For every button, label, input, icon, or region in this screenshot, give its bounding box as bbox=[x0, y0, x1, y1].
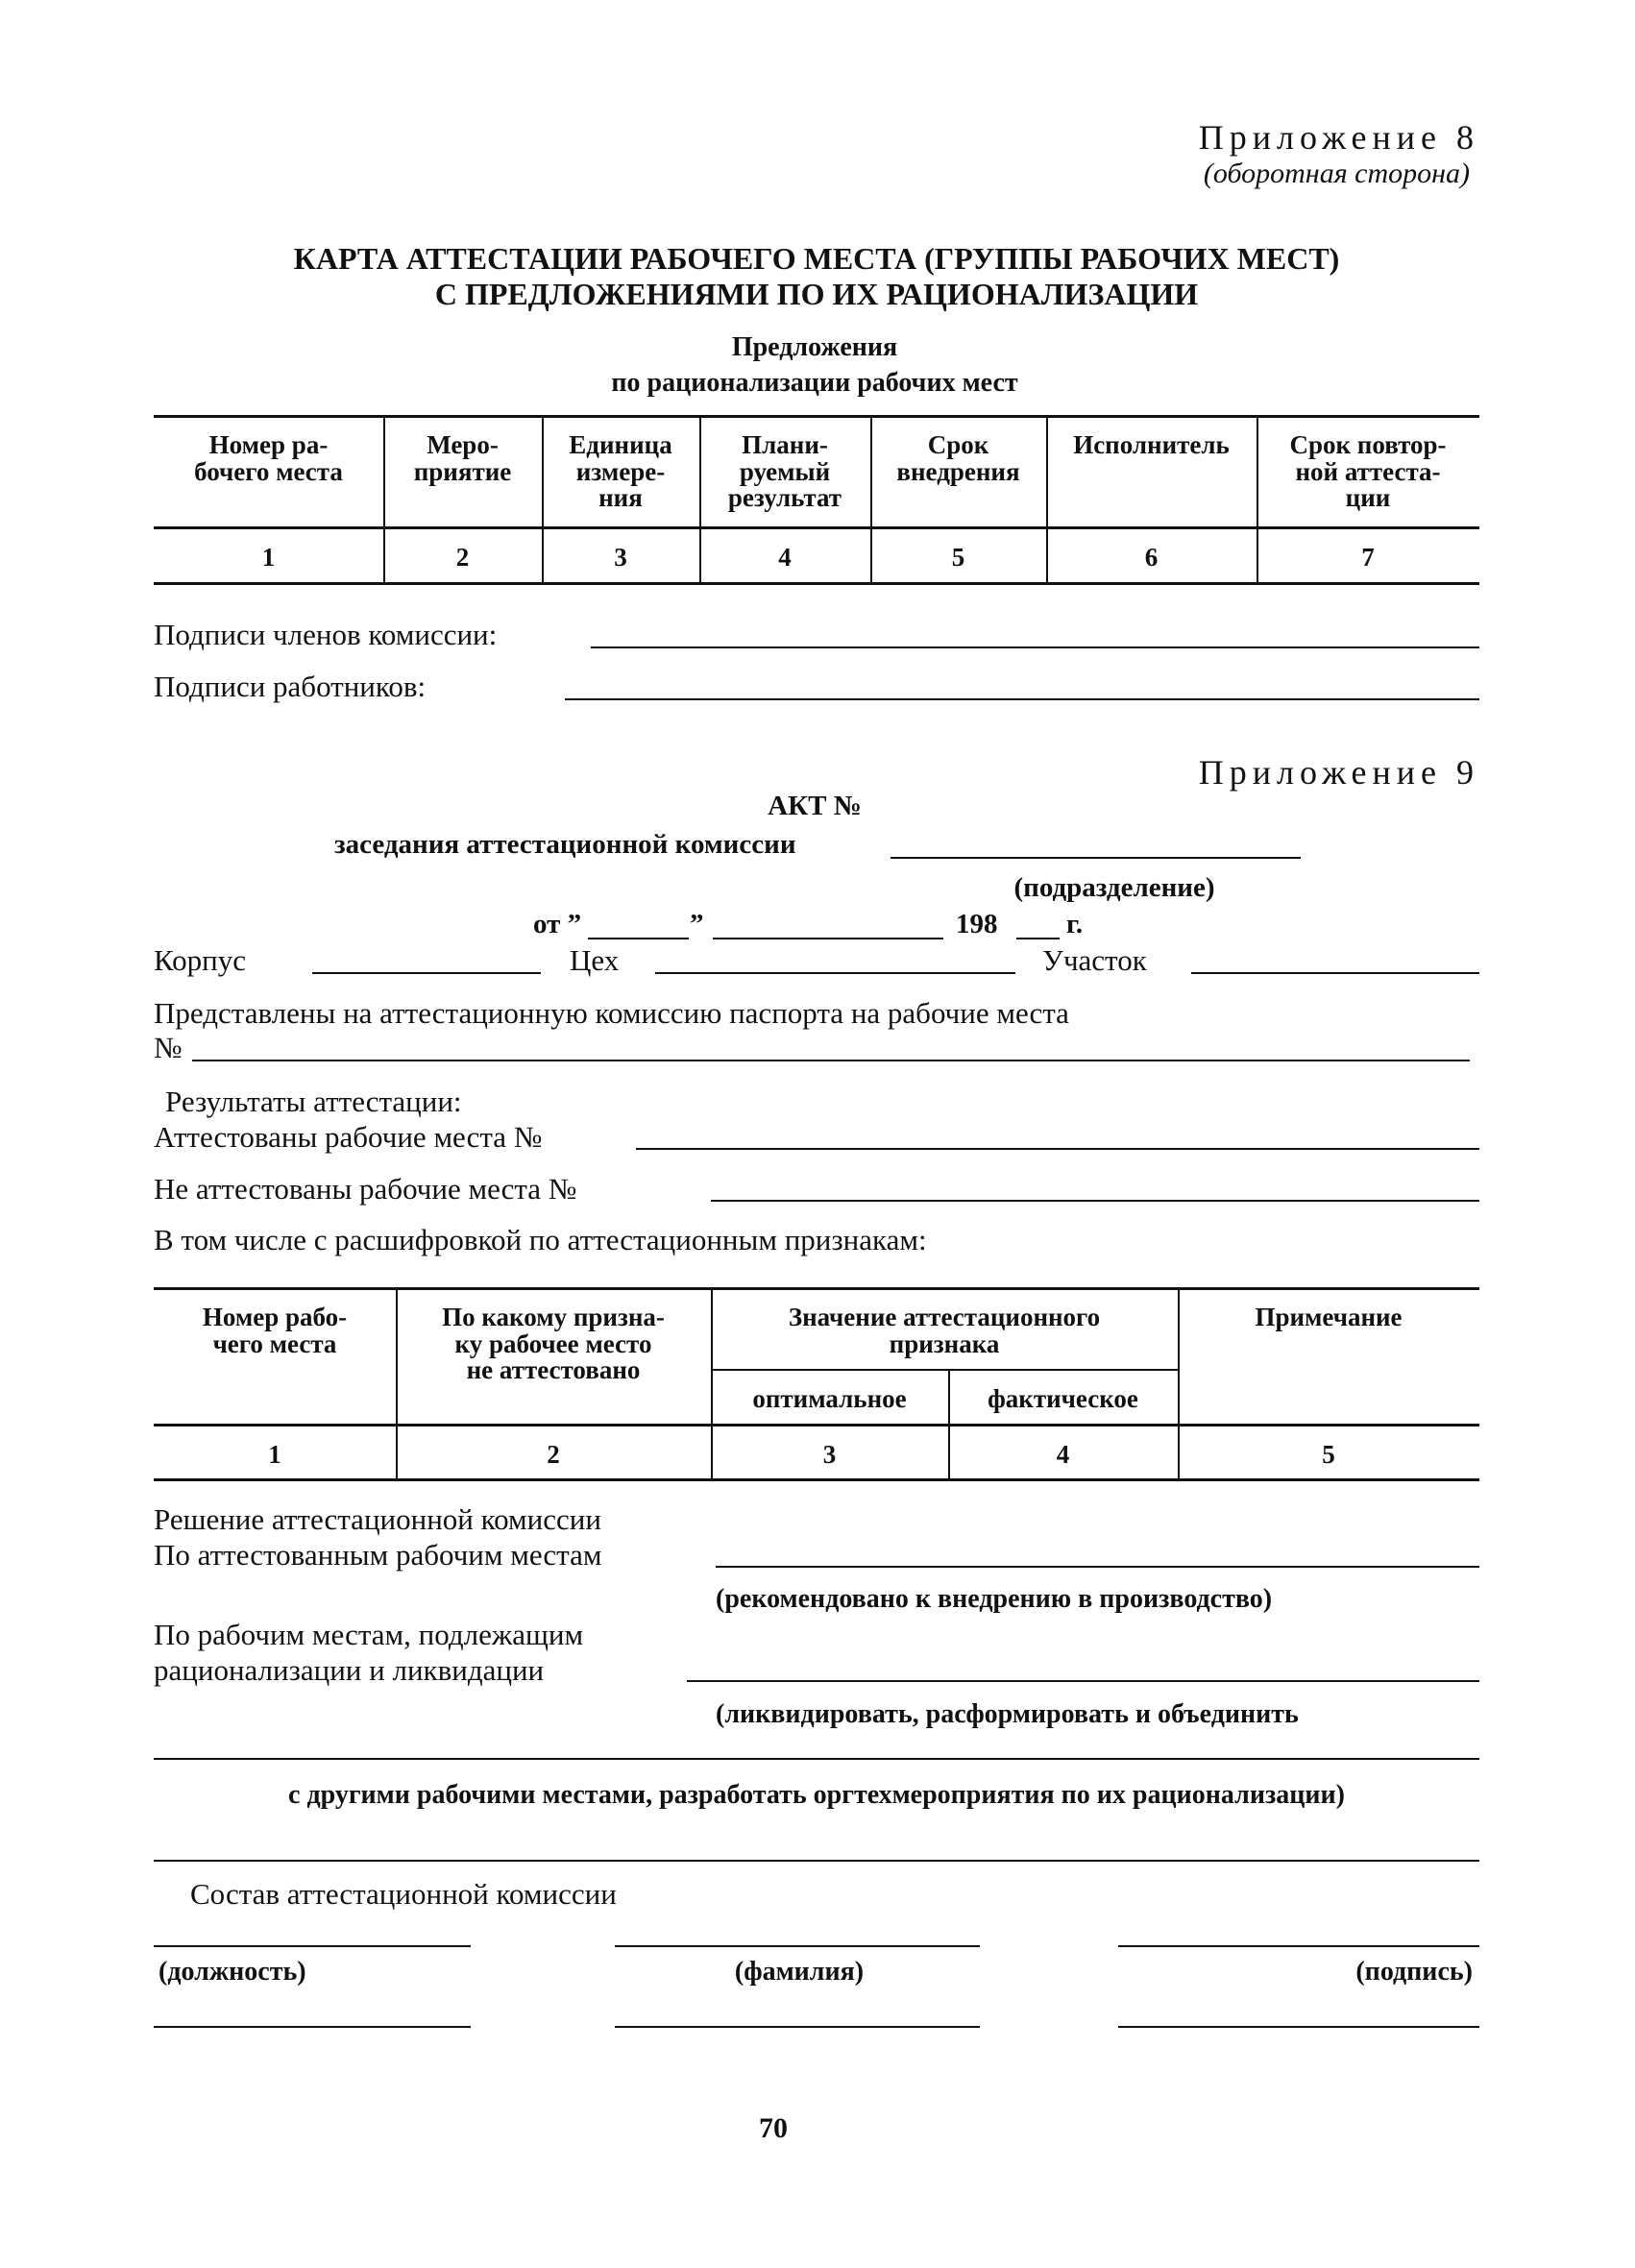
column-number: 6 bbox=[1144, 543, 1159, 572]
header-deadline: Срок внедрения bbox=[896, 430, 1020, 486]
appendix-8-subheading: (оборотная сторона) bbox=[1203, 158, 1470, 189]
by-certified-field[interactable] bbox=[716, 1566, 1479, 1568]
header-optimal: оптимальное bbox=[752, 1384, 907, 1413]
title-line-1: КАРТА АТТЕСТАЦИИ РАБОЧЕГО МЕСТА (ГРУППЫ РАБОЧИХ МЕСТ) bbox=[293, 241, 1340, 276]
signature-hint: (подпись) bbox=[1355, 1957, 1473, 1987]
rational-field-3[interactable] bbox=[154, 1860, 1479, 1862]
tsekh-label: Цех bbox=[570, 943, 620, 977]
position-field-2[interactable] bbox=[154, 2026, 471, 2028]
certified-field[interactable] bbox=[636, 1148, 1479, 1150]
rational-field-2[interactable] bbox=[154, 1758, 1479, 1760]
title-line-2: С ПРЕДЛОЖЕНИЯМИ ПО ИХ РАЦИОНАЛИЗАЦИИ bbox=[434, 277, 1199, 311]
column-number: 7 bbox=[1361, 543, 1375, 572]
by-certified-label: По аттестованным рабочим местам bbox=[154, 1538, 602, 1572]
commission-label: Состав аттестационной комиссии bbox=[190, 1877, 617, 1911]
uchastok-field[interactable] bbox=[1191, 972, 1479, 974]
header-note: Примечание bbox=[1255, 1303, 1403, 1331]
position-field[interactable] bbox=[154, 1945, 471, 1947]
column-number: 5 bbox=[951, 543, 965, 572]
certified-label: Аттестованы рабочие места № bbox=[154, 1120, 543, 1154]
by-rational-label-2: рационализации и ликвидации bbox=[154, 1653, 545, 1687]
signature-field[interactable] bbox=[1118, 1945, 1479, 1947]
surname-field-2[interactable] bbox=[615, 2026, 980, 2028]
surname-hint: (фамилия) bbox=[734, 1957, 865, 1987]
date-day-field[interactable] bbox=[588, 938, 689, 939]
act-title: АКТ № bbox=[768, 791, 862, 821]
header-unit: Единица измере- ния bbox=[569, 430, 672, 513]
column-number: 1 bbox=[261, 543, 276, 572]
subdivision-field[interactable] bbox=[891, 857, 1301, 859]
by-rational-label-1: По рабочим местам, подлежащим bbox=[154, 1618, 584, 1651]
date-year: 198 bbox=[956, 909, 998, 939]
header-workplace-number: Номер ра- бочего места bbox=[194, 430, 343, 486]
header-actual: фактическое bbox=[988, 1384, 1138, 1413]
presented-label: Представлены на аттестационную комиссию паспорта на рабочие места bbox=[154, 996, 1069, 1030]
header-workplace-number: Номер рабо- чего места bbox=[202, 1303, 348, 1358]
column-number: 3 bbox=[822, 1440, 837, 1469]
appendix-9-heading: Приложение 9 bbox=[1198, 753, 1479, 792]
not-certified-label: Не аттестованы рабочие места № bbox=[154, 1172, 577, 1206]
sign-workers-line[interactable] bbox=[565, 698, 1479, 700]
header-planned-result: Плани- руемый результат bbox=[727, 430, 842, 513]
column-number: 5 bbox=[1322, 1440, 1335, 1469]
sign-workers-label: Подписи работников: bbox=[154, 670, 427, 703]
column-number: 3 bbox=[614, 543, 627, 572]
breakdown-label: В том числе с расшифровкой по аттестационным признакам: bbox=[154, 1223, 927, 1256]
results-label: Результаты аттестации: bbox=[165, 1085, 462, 1118]
column-number: 1 bbox=[268, 1440, 281, 1469]
tsekh-field[interactable] bbox=[655, 972, 1015, 974]
header-recertification: Срок повтор- ной аттеста- ции bbox=[1289, 430, 1447, 513]
liquidate-hint: (ликвидировать, расформировать и объединить bbox=[716, 1699, 1299, 1729]
sign-members-line[interactable] bbox=[591, 646, 1479, 648]
date-from: от ” bbox=[533, 909, 582, 939]
recommended-hint: (рекомендовано к внедрению в производство) bbox=[716, 1584, 1273, 1614]
header-measure: Меро- приятие bbox=[413, 430, 512, 486]
header-failed-criterion: По какому призна- ку рабочее место не аттестовано bbox=[442, 1303, 665, 1385]
column-number: 4 bbox=[778, 543, 792, 572]
sign-members-label: Подписи членов комиссии: bbox=[154, 618, 498, 651]
presented-field[interactable] bbox=[192, 1060, 1470, 1061]
liquidate-hint-2: с другими рабочими местами, разработать оргтехмероприятия по их рационализации) bbox=[288, 1780, 1345, 1810]
uchastok-label: Участок bbox=[1042, 943, 1147, 977]
date-year-field[interactable] bbox=[1016, 938, 1060, 939]
position-hint: (должность) bbox=[159, 1957, 306, 1987]
decision-label: Решение аттестационной комиссии bbox=[154, 1502, 601, 1536]
appendix-8-heading: Приложение 8 bbox=[1198, 118, 1479, 157]
presented-number-sign: № bbox=[154, 1031, 183, 1064]
meeting-label: заседания аттестационной комиссии bbox=[334, 829, 796, 860]
column-number: 4 bbox=[1056, 1440, 1070, 1469]
korpus-field[interactable] bbox=[312, 972, 541, 974]
section-title-1: Предложения bbox=[731, 332, 898, 362]
subdivision-hint: (подразделение) bbox=[1013, 872, 1215, 903]
section-title-2: по рационализации рабочих мест bbox=[611, 368, 1018, 398]
column-number: 2 bbox=[455, 543, 470, 572]
not-certified-field[interactable] bbox=[711, 1200, 1479, 1202]
by-rational-field[interactable] bbox=[687, 1680, 1479, 1682]
signature-field-2[interactable] bbox=[1118, 2026, 1479, 2028]
date-quote: ” bbox=[690, 909, 704, 939]
page-number: 70 bbox=[759, 2112, 788, 2144]
header-executor: Исполнитель bbox=[1073, 430, 1230, 459]
column-number: 2 bbox=[547, 1440, 560, 1469]
date-suffix: г. bbox=[1066, 909, 1084, 939]
korpus-label: Корпус bbox=[154, 943, 246, 977]
surname-field[interactable] bbox=[615, 1945, 980, 1947]
header-criterion-value: Значение аттестационного признака bbox=[788, 1303, 1101, 1358]
date-month-field[interactable] bbox=[713, 938, 943, 939]
